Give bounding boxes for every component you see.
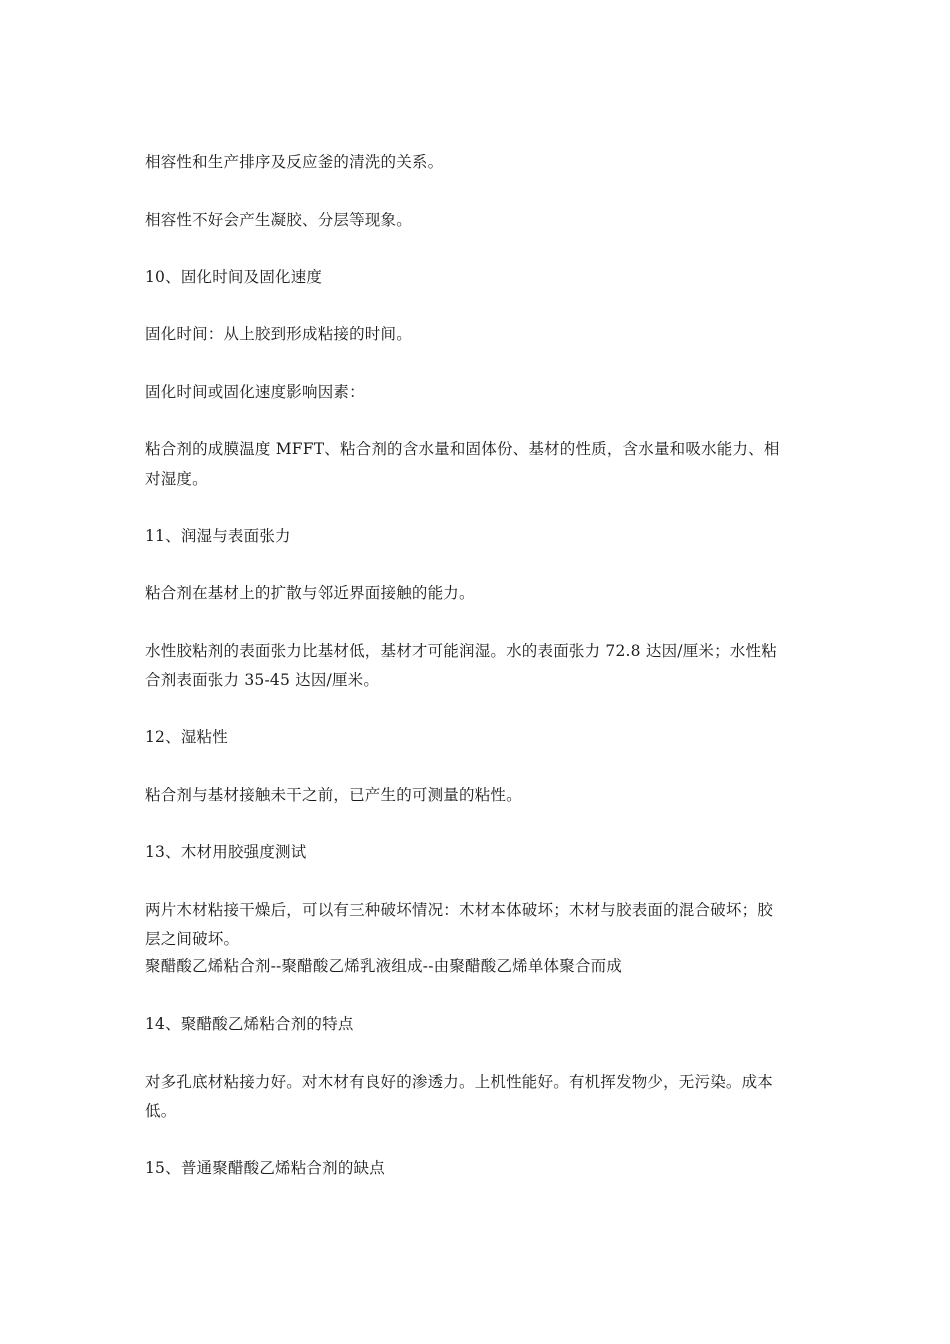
section-heading: 12、湿粘性: [145, 728, 228, 746]
paragraph-line: 粘合剂的成膜温度 MFFT、粘合剂的含水量和固体份、基材的性质，含水量和吸水能力、相: [145, 440, 780, 458]
paragraph-line: 层之间破坏。: [145, 930, 240, 948]
paragraph-line: 固化时间：从上胶到形成粘接的时间。: [145, 325, 412, 343]
paragraph-line: 对多孔底材粘接力好。对木材有良好的渗透力。上机性能好。有机挥发物少，无污染。成本: [145, 1073, 774, 1091]
paragraph-line: 对湿度。: [145, 470, 208, 488]
section-heading: 11、润湿与表面张力: [145, 527, 291, 545]
paragraph-line: 合剂表面张力 35-45 达因/厘米。: [145, 671, 380, 689]
paragraph-line: 粘合剂与基材接触未干之前，已产生的可测量的粘性。: [145, 786, 522, 804]
paragraph-line: 两片木材粘接干燥后，可以有三种破坏情况：木材本体破坏；木材与胶表面的混合破坏；胶: [145, 901, 774, 919]
paragraph-line: 低。: [145, 1102, 177, 1120]
section-heading: 15、普通聚醋酸乙烯粘合剂的缺点: [145, 1159, 385, 1177]
section-heading: 14、聚醋酸乙烯粘合剂的特点: [145, 1015, 354, 1033]
paragraph-line: 相容性和生产排序及反应釜的清洗的关系。: [145, 153, 444, 171]
section-heading: 13、木材用胶强度测试: [145, 843, 307, 861]
paragraph-line: 聚醋酸乙烯粘合剂--聚醋酸乙烯乳液组成--由聚醋酸乙烯单体聚合而成: [145, 957, 623, 975]
paragraph-line: 相容性不好会产生凝胶、分层等现象。: [145, 211, 412, 229]
paragraph-line: 粘合剂在基材上的扩散与邻近界面接触的能力。: [145, 584, 475, 602]
paragraph-line: 水性胶粘剂的表面张力比基材低，基材才可能润湿。水的表面张力 72.8 达因/厘米；水性粘: [145, 642, 777, 660]
section-heading: 10、固化时间及固化速度: [145, 268, 323, 286]
paragraph-line: 固化时间或固化速度影响因素：: [145, 383, 365, 401]
